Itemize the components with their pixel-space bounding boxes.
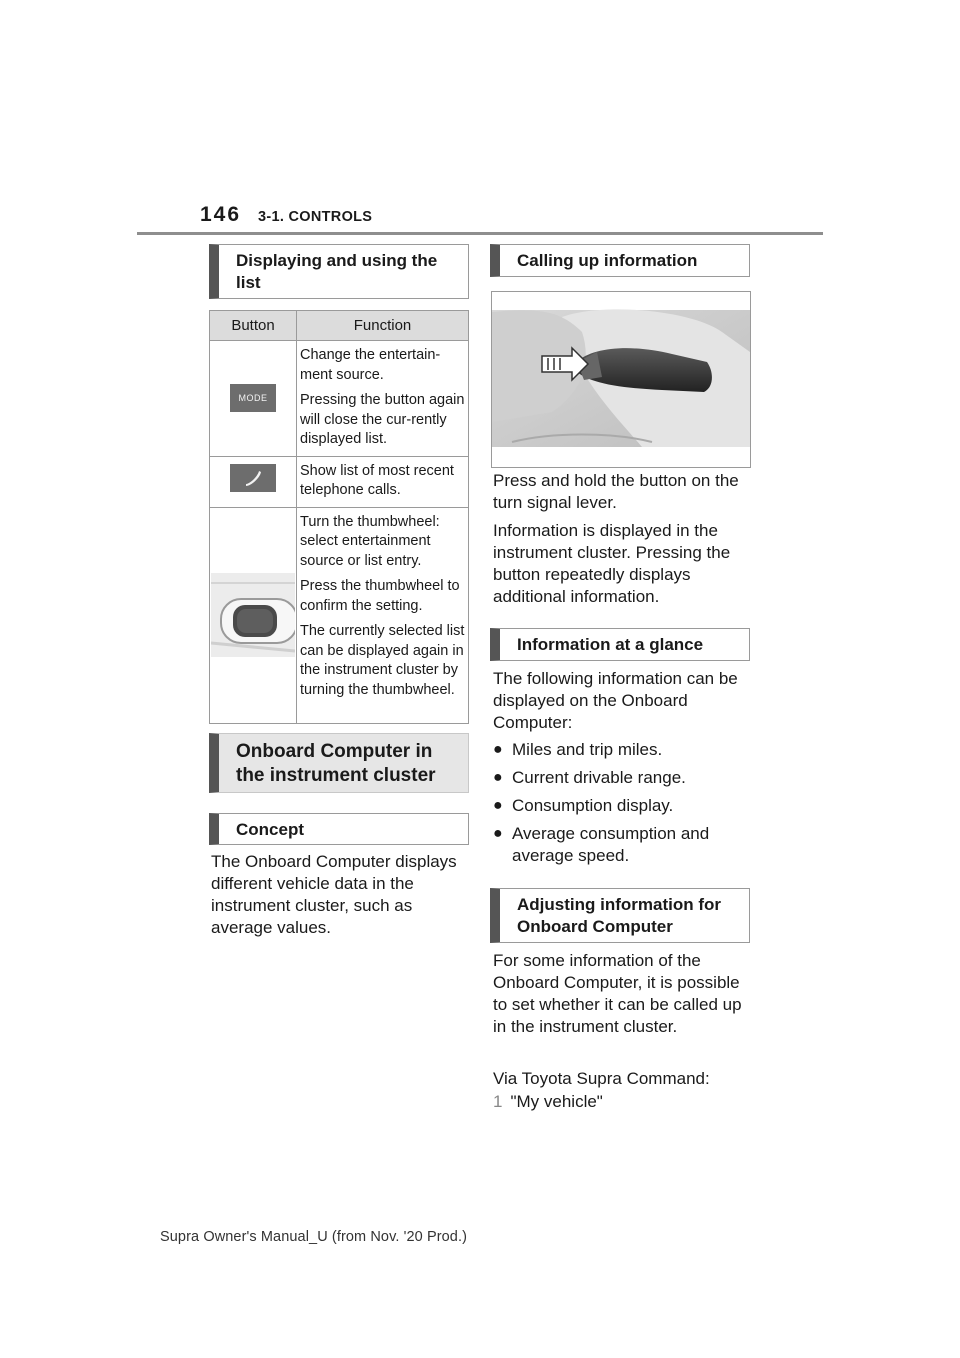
chapter-title: 3-1. CONTROLS	[258, 209, 373, 225]
bullet-icon: ●	[493, 825, 503, 842]
thumbwheel-icon	[211, 573, 295, 657]
column-header-function: Function	[297, 311, 469, 341]
calling-paragraph-2: Information is displayed in the instrument cluster. Pressing the button repeatedly displays additional information.	[493, 521, 731, 606]
function-line: Turn the thumbwheel: select entertainment source or list entry.	[300, 513, 440, 569]
glance-list	[493, 739, 751, 873]
glance-intro: The following information can be displayed on the Onboard Computer:	[493, 669, 738, 732]
adjust-paragraph: For some information of the Onboard Computer, it is possible to set whether it can be called up in the instrument cluster.	[493, 951, 742, 1036]
via-paragraph: Via Toyota Supra Command:	[493, 1069, 710, 1088]
turn-signal-lever-image	[491, 291, 751, 468]
heading-text: Onboard Computer in the instrument cluster	[236, 741, 436, 786]
table-row	[210, 507, 469, 723]
list-item	[493, 795, 751, 817]
heading-text: Calling up information	[517, 251, 698, 270]
list-item	[493, 767, 751, 789]
step-number: 1	[493, 1092, 503, 1111]
function-cell	[297, 456, 469, 507]
table-row	[210, 341, 469, 457]
function-line: Show list of most recent telephone calls.	[300, 462, 454, 498]
heading-text: Adjusting information for Onboard Computer	[517, 895, 721, 936]
button-cell	[210, 507, 297, 723]
function-line: The currently selected list can be displayed again in the instrument cluster by turning the thumbwheel.	[300, 623, 465, 698]
step-item	[493, 1091, 751, 1113]
footer-text: Supra Owner's Manual_U (from Nov. '20 Prod.)	[160, 1229, 468, 1245]
heading-calling-up-information	[490, 244, 750, 277]
list-item-text: Current drivable range.	[512, 768, 686, 787]
header-rule	[137, 232, 823, 235]
step-text: "My vehicle"	[510, 1092, 603, 1111]
bullet-icon: ●	[493, 797, 503, 814]
bullet-icon: ●	[493, 741, 503, 758]
button-function-table	[209, 310, 469, 724]
list-item	[493, 739, 751, 761]
heading-concept	[209, 813, 469, 845]
heading-text: Displaying and using the list	[236, 251, 438, 292]
concept-paragraph: The Onboard Computer displays different vehicle data in the instrument cluster, such as average values.	[211, 852, 457, 937]
phone-icon	[230, 464, 276, 492]
function-cell	[297, 507, 469, 723]
list-item-text: Miles and trip miles.	[512, 740, 663, 759]
heading-information-at-a-glance	[490, 628, 750, 661]
function-line: Press the thumbwheel to confirm the setting.	[300, 578, 460, 614]
column-header-button: Button	[210, 311, 297, 341]
heading-adjusting-information	[490, 888, 750, 943]
button-cell	[210, 456, 297, 507]
list-item-text: Average consumption and average speed.	[512, 824, 710, 865]
mode-button-icon: MODE	[230, 384, 276, 412]
heading-text: Concept	[236, 820, 304, 839]
heading-onboard-computer	[209, 733, 469, 793]
function-cell	[297, 341, 469, 457]
bullet-icon: ●	[493, 769, 503, 786]
function-line: Change the entertain-ment source.	[300, 347, 441, 383]
function-line: Pressing the button again will close the cur-rently displayed list.	[300, 392, 465, 447]
heading-displaying-list	[209, 244, 469, 299]
list-item	[493, 823, 751, 867]
table-row	[210, 456, 469, 507]
button-cell	[210, 341, 297, 457]
page-number: 146	[200, 203, 242, 226]
calling-paragraph-1: Press and hold the button on the turn signal lever.	[493, 471, 739, 512]
list-item-text: Consumption display.	[512, 796, 674, 815]
heading-text: Information at a glance	[517, 635, 704, 654]
